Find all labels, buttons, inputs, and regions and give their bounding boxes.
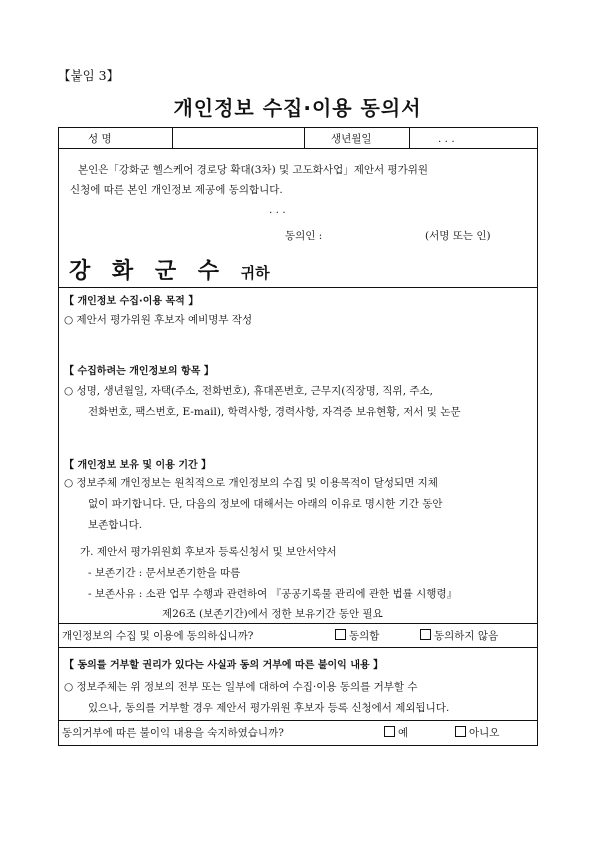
checkbox-icon[interactable] <box>420 629 431 640</box>
sign-note: (서명 또는 인) <box>425 230 491 242</box>
agree-question: 개인정보의 수집 및 이용에 동의하십니까? <box>62 630 254 642</box>
name-label: 성 명 <box>88 133 112 145</box>
retention-header: 【 개인정보 보유 및 이용 기간 】 <box>64 460 212 471</box>
purpose-item: ○ 제안서 평가위원 후보자 예비명부 작성 <box>64 314 253 326</box>
divider-birth <box>409 127 410 148</box>
agree-yes-option[interactable] <box>335 629 379 643</box>
acknowledge-no-option[interactable] <box>455 726 499 740</box>
refusal-header: 【 동의를 거부할 권리가 있다는 사실과 동의 거부에 따른 불이익 내용 】 <box>64 660 384 671</box>
rule-consent <box>58 287 538 288</box>
addressee <box>69 254 270 285</box>
rule-retention <box>58 623 538 624</box>
retention-reason-1: - 보존사유 : 소관 업무 수행과 관련하여 『공공기록물 관리에 관한 법률 시행령』 <box>88 588 458 600</box>
rule-applicant <box>58 148 538 149</box>
rule-bottom <box>58 745 538 746</box>
items-line-2: 전화번호, 팩스번호, E-mail), 학력사항, 경력사항, 자격증 보유현황, 저서 및 논문 <box>88 406 461 418</box>
acknowledge-question: 동의거부에 따른 불이익 내용을 숙지하였습니까? <box>62 727 284 739</box>
attachment-label: 【붙임 3】 <box>58 68 120 83</box>
refusal-line-1: ○ 정보주체는 위 정보의 전부 또는 일부에 대하여 수집·이용 동의를 거부할 수 <box>64 681 418 693</box>
items-header: 【 수집하려는 개인정보의 항목 】 <box>64 366 214 377</box>
refusal-line-2: 있으나, 동의를 거부할 경우 제안서 평가위원 후보자 등록 신청에서 제외됩니다. <box>88 702 450 714</box>
consent-date[interactable]: . . . <box>269 204 286 216</box>
form-frame <box>58 127 538 745</box>
acknowledge-yes-label: 예 <box>398 727 409 739</box>
birth-field[interactable]: . . . <box>438 133 455 145</box>
birth-label: 생년월일 <box>331 133 372 145</box>
acknowledge-yes-option[interactable] <box>384 726 408 740</box>
addressee-name: 강 화 군 수 <box>69 259 226 284</box>
agree-no-label: 동의하지 않음 <box>434 630 499 642</box>
divider-value <box>304 127 305 148</box>
signer-label: 동의인 : <box>285 230 323 242</box>
document-title: 개인정보 수집·이용 동의서 <box>173 96 422 120</box>
retention-sub-item: 가. 제안서 평가위원회 후보자 등록신청서 및 보안서약서 <box>80 546 337 558</box>
purpose-header: 【 개인정보 수집·이용 목적 】 <box>64 296 199 307</box>
retention-period: - 보존기간 : 문서보존기한을 따름 <box>88 567 241 579</box>
divider-name <box>172 127 173 148</box>
agree-yes-label: 동의함 <box>349 630 380 642</box>
items-line-1: ○ 성명, 생년월일, 자택(주소, 전화번호), 휴대폰번호, 근무지(직장명, 직위, 주소, <box>64 385 433 397</box>
checkbox-icon[interactable] <box>455 726 466 737</box>
rule-top <box>58 127 538 128</box>
retention-reason-2: 제26조 (보존기간)에서 정한 보유기간 동안 필요 <box>162 608 383 620</box>
checkbox-icon[interactable] <box>384 726 395 737</box>
agree-no-option[interactable] <box>420 629 498 643</box>
consent-line-1: 본인은「강화군 헬스케어 경로당 확대(3차) 및 고도화사업」제안서 평가위원 <box>78 164 429 176</box>
acknowledge-no-label: 아니오 <box>469 727 500 739</box>
addressee-suffix: 귀하 <box>240 264 270 282</box>
consent-line-2: 신청에 따른 본인 개인정보 제공에 동의합니다. <box>70 184 283 196</box>
retention-line-3: 보존합니다. <box>88 519 143 531</box>
rule-agree <box>58 647 538 648</box>
checkbox-icon[interactable] <box>335 629 346 640</box>
retention-line-2: 없이 파기합니다. 단, 다음의 정보에 대해서는 아래의 이유로 명시한 기간 동안 <box>88 498 443 510</box>
rule-refusal <box>58 720 538 721</box>
retention-line-1: ○ 정보주체 개인정보는 원칙적으로 개인정보의 수집 및 이용목적이 달성되면 지체 <box>64 477 438 489</box>
